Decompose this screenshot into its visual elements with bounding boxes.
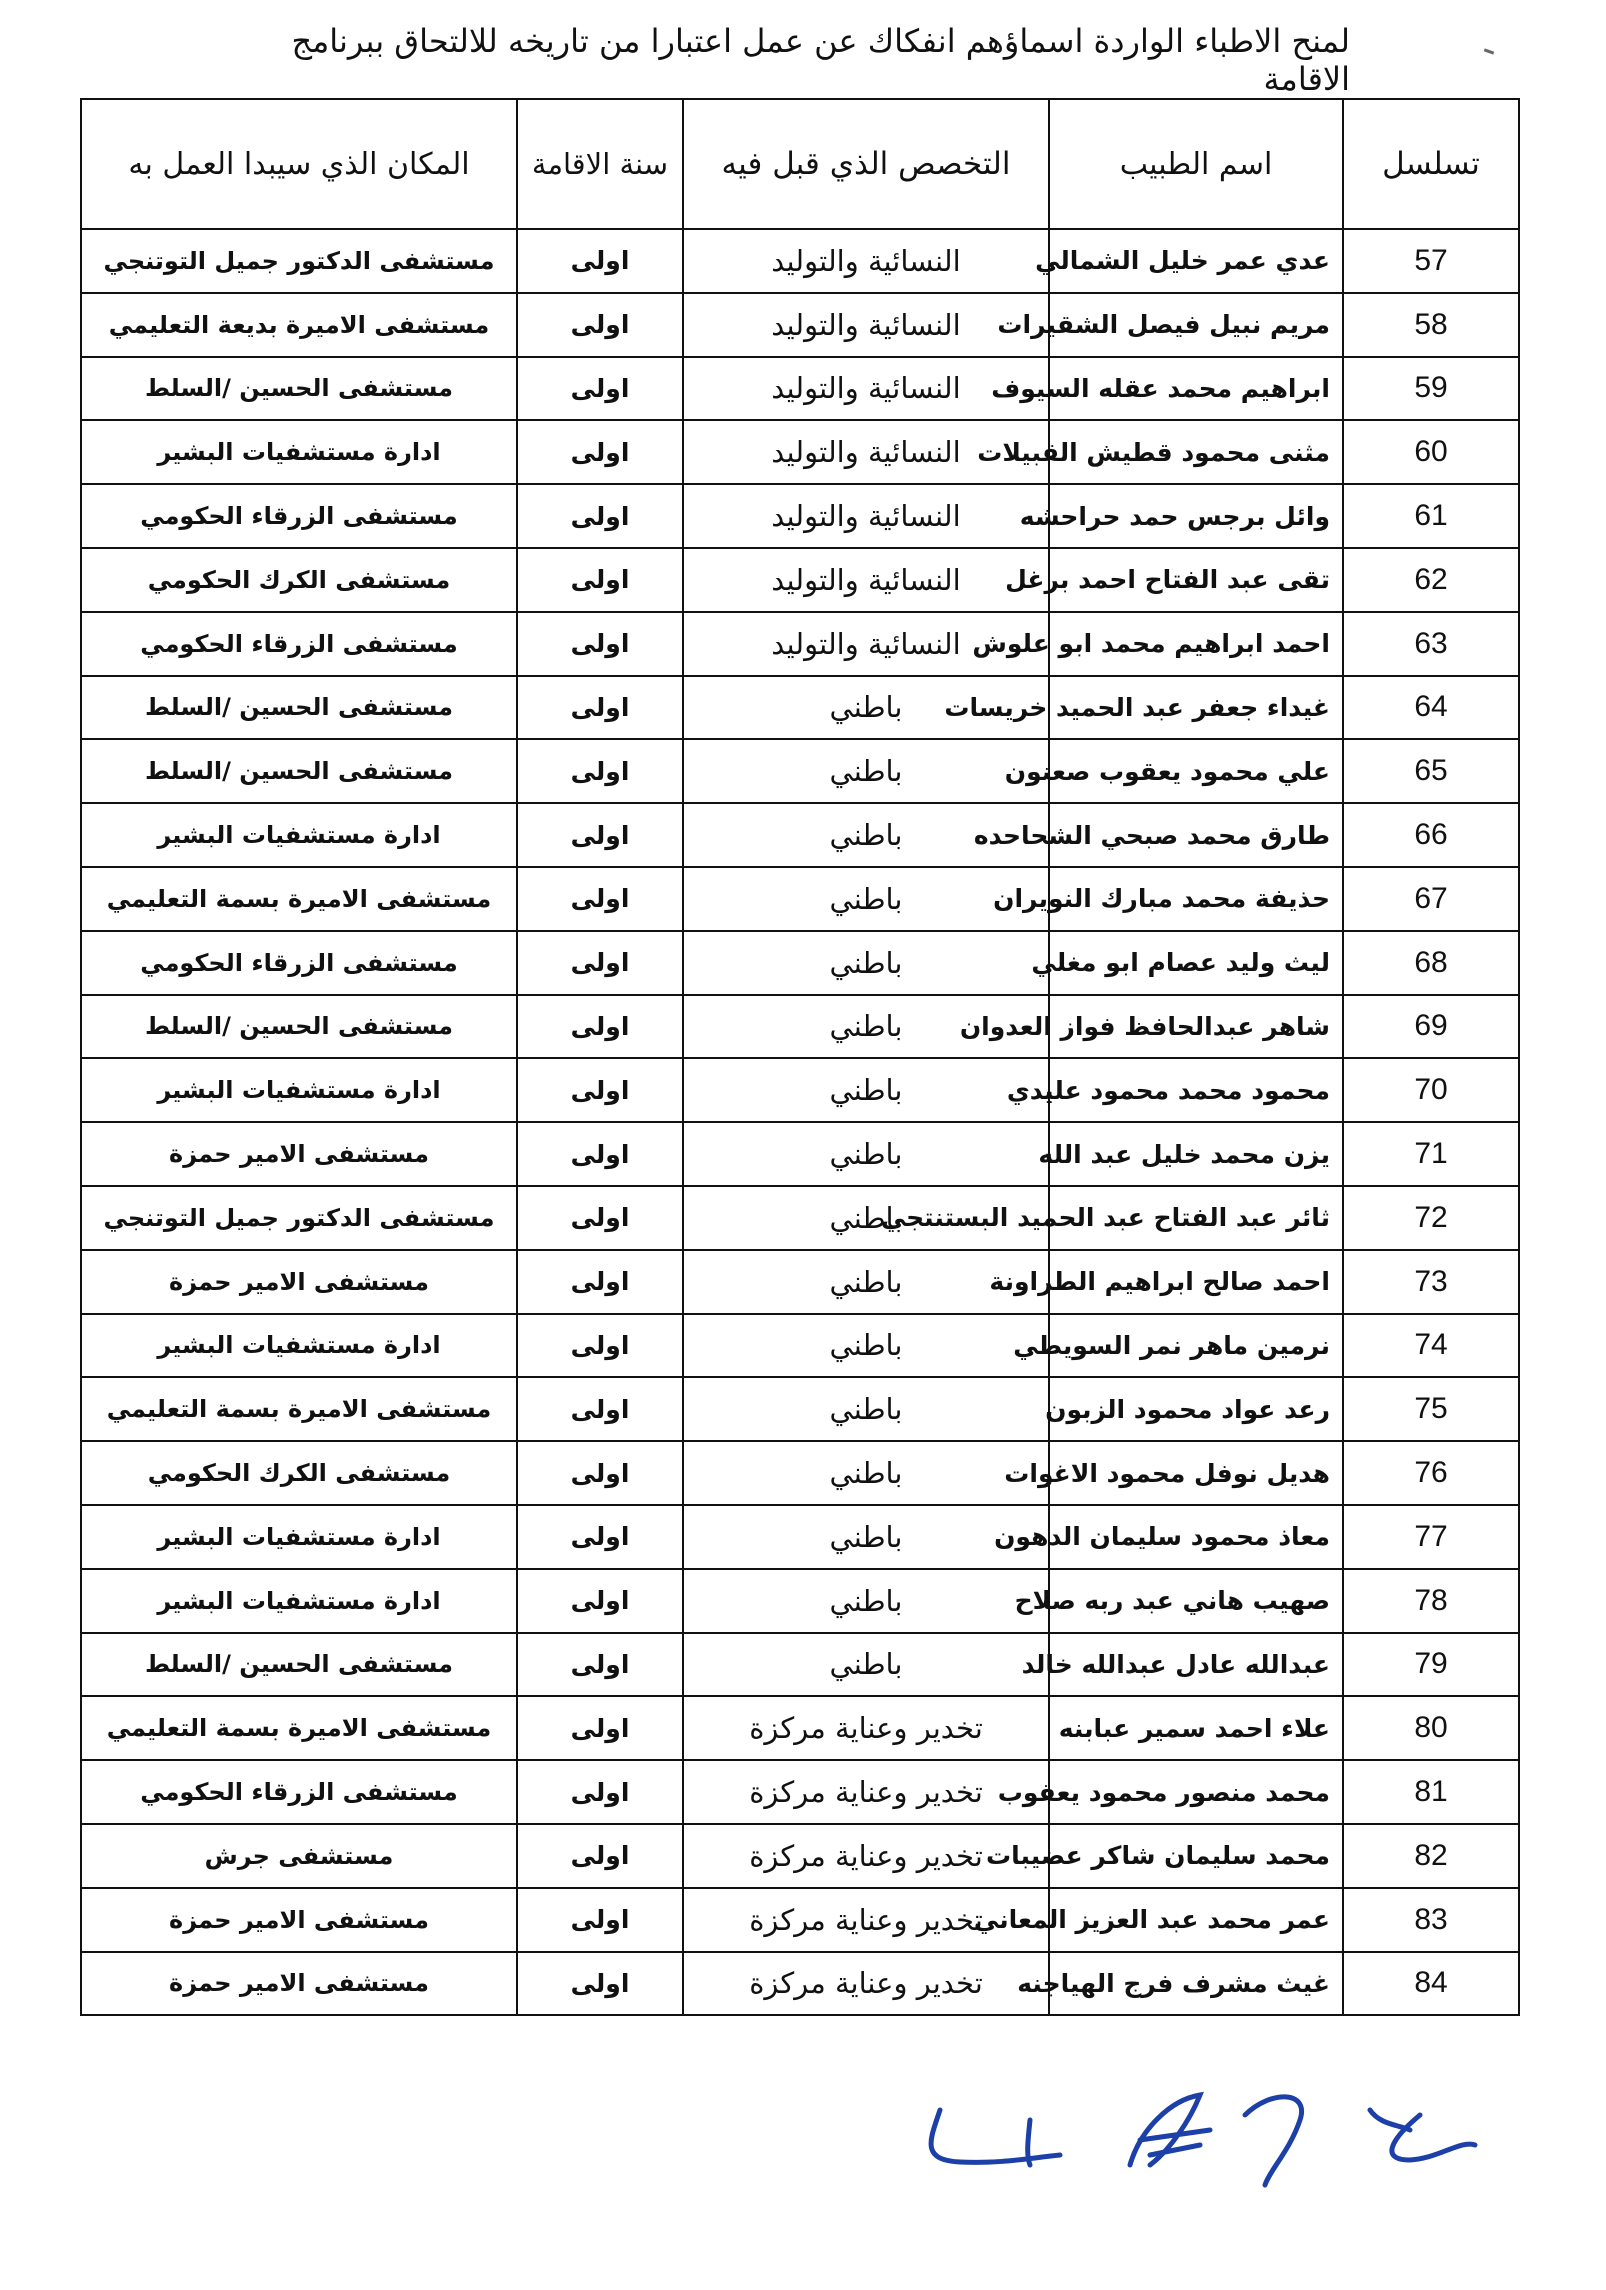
header-place: المكان الذي سيبدا العمل به [81,99,517,229]
row-place: مستشفى الحسين /السلط [81,357,517,421]
row-specialty: النسائية والتوليد [683,484,1049,548]
row-name: غيث مشرف فرج الهياجنه [1049,1952,1343,2016]
table-row [81,1760,1519,1824]
row-place: مستشفى الامير حمزة [81,1122,517,1186]
table-row [81,1952,1519,2016]
row-seq: 82 [1343,1824,1519,1888]
row-seq: 77 [1343,1505,1519,1569]
row-year: اولى [517,1377,683,1441]
row-name: تقى عبد الفتاح احمد برغل [1049,548,1343,612]
row-name: ليث وليد عصام ابو مغلي [1049,931,1343,995]
scan-mark [1484,48,1494,54]
row-name: وائل برجس حمد حراحشه [1049,484,1343,548]
row-seq: 75 [1343,1377,1519,1441]
row-year: اولى [517,995,683,1059]
row-name: احمد ابراهيم محمد ابو علوش [1049,612,1343,676]
row-year: اولى [517,484,683,548]
row-specialty: تخدير وعناية مركزة [683,1824,1049,1888]
row-name: عمر محمد عبد العزيز المعاني [1049,1888,1343,1952]
row-place: ادارة مستشفيات البشير [81,1314,517,1378]
row-place: مستشفى الدكتور جميل التوتنجي [81,229,517,293]
row-seq: 68 [1343,931,1519,995]
table-row [81,1633,1519,1697]
row-specialty: تخدير وعناية مركزة [683,1760,1049,1824]
row-specialty: باطني [683,1058,1049,1122]
row-specialty: النسائية والتوليد [683,357,1049,421]
row-specialty: باطني [683,1633,1049,1697]
row-name: ابراهيم محمد عقله السيوف [1049,357,1343,421]
row-seq: 62 [1343,548,1519,612]
row-year: اولى [517,229,683,293]
row-seq: 74 [1343,1314,1519,1378]
row-specialty: النسائية والتوليد [683,420,1049,484]
table-row [81,1058,1519,1122]
row-specialty: باطني [683,1505,1049,1569]
row-name: احمد صالح ابراهيم الطراونة [1049,1250,1343,1314]
row-year: اولى [517,1122,683,1186]
row-year: اولى [517,548,683,612]
row-name: عبدالله عادل عبدالله خالد [1049,1633,1343,1697]
table-body [81,229,1519,2015]
row-year: اولى [517,1058,683,1122]
row-place: مستشفى الحسين /السلط [81,1633,517,1697]
row-specialty: النسائية والتوليد [683,229,1049,293]
row-specialty: باطني [683,1186,1049,1250]
row-year: اولى [517,420,683,484]
table-row [81,1505,1519,1569]
row-seq: 84 [1343,1952,1519,2016]
row-name: رعد عواد محمود الزبون [1049,1377,1343,1441]
row-year: اولى [517,803,683,867]
signature-4 [1370,2110,1475,2160]
table-row [81,484,1519,548]
row-place: مستشفى الامير حمزة [81,1250,517,1314]
row-place: مستشفى الحسين /السلط [81,739,517,803]
table-row [81,420,1519,484]
signature-marks [900,2070,1500,2190]
row-name: غيداء جعفر عبد الحميد خريسات [1049,676,1343,740]
row-name: طارق محمد صبحي الشحاحده [1049,803,1343,867]
table-row [81,867,1519,931]
row-name: هديل نوفل محمود الاغوات [1049,1441,1343,1505]
row-place: مستشفى الكرك الحكومي [81,548,517,612]
table-row [81,1314,1519,1378]
row-name: مثنى محمود قطيش القبيلات [1049,420,1343,484]
row-year: اولى [517,1824,683,1888]
row-name: علي محمود يعقوب صعنون [1049,739,1343,803]
table-row [81,1377,1519,1441]
row-seq: 69 [1343,995,1519,1059]
row-specialty: النسائية والتوليد [683,612,1049,676]
row-specialty: باطني [683,1377,1049,1441]
row-place: مستشفى الامير حمزة [81,1888,517,1952]
row-seq: 60 [1343,420,1519,484]
row-year: اولى [517,1633,683,1697]
table-row [81,1122,1519,1186]
signature-2 [1130,2095,1210,2165]
table-row [81,995,1519,1059]
table-row [81,1186,1519,1250]
row-year: اولى [517,612,683,676]
row-specialty: باطني [683,995,1049,1059]
row-specialty: النسائية والتوليد [683,548,1049,612]
row-specialty: باطني [683,931,1049,995]
header-specialty: التخصص الذي قبل فيه [683,99,1049,229]
row-year: اولى [517,1952,683,2016]
row-name: محمد سليمان شاكر عضيبات [1049,1824,1343,1888]
row-specialty: باطني [683,739,1049,803]
row-name: يزن محمد خليل عبد الله [1049,1122,1343,1186]
row-place: مستشفى الحسين /السلط [81,676,517,740]
row-year: اولى [517,1186,683,1250]
row-seq: 72 [1343,1186,1519,1250]
page-title: لمنح الاطباء الواردة اسماؤهم انفكاك عن عمل اعتبارا من تاريخه للالتحاق ببرنامج الاقامة [291,22,1350,98]
row-name: عدي عمر خليل الشمالي [1049,229,1343,293]
row-year: اولى [517,1696,683,1760]
header-name: اسم الطبيب [1049,99,1343,229]
row-seq: 64 [1343,676,1519,740]
row-name: محمد منصور محمود يعقوب [1049,1760,1343,1824]
row-place: ادارة مستشفيات البشير [81,1505,517,1569]
table-row [81,357,1519,421]
row-seq: 67 [1343,867,1519,931]
row-seq: 79 [1343,1633,1519,1697]
row-name: مريم نبيل فيصل الشقيرات [1049,293,1343,357]
table-header-row [81,99,1519,229]
row-specialty: تخدير وعناية مركزة [683,1888,1049,1952]
row-year: اولى [517,1505,683,1569]
row-year: اولى [517,293,683,357]
row-year: اولى [517,357,683,421]
row-seq: 66 [1343,803,1519,867]
row-year: اولى [517,1441,683,1505]
row-name: نرمين ماهر نمر السويطي [1049,1314,1343,1378]
row-year: اولى [517,931,683,995]
row-specialty: باطني [683,1569,1049,1633]
row-name: صهيب هاني عبد ربه صلاح [1049,1569,1343,1633]
row-specialty: باطني [683,1250,1049,1314]
row-place: مستشفى الزرقاء الحكومي [81,931,517,995]
row-place: مستشفى جرش [81,1824,517,1888]
table-row [81,293,1519,357]
row-place: مستشفى الاميرة بديعة التعليمي [81,293,517,357]
row-place: مستشفى الزرقاء الحكومي [81,612,517,676]
table-row [81,229,1519,293]
table-row [81,931,1519,995]
row-name: شاهر عبدالحافظ فواز العدوان [1049,995,1343,1059]
table-row [81,1888,1519,1952]
row-specialty: النسائية والتوليد [683,293,1049,357]
row-place: مستشفى الحسين /السلط [81,995,517,1059]
row-specialty: باطني [683,1314,1049,1378]
table-row [81,548,1519,612]
row-seq: 76 [1343,1441,1519,1505]
row-year: اولى [517,1760,683,1824]
row-place: مستشفى الاميرة بسمة التعليمي [81,1696,517,1760]
row-place: مستشفى الاميرة بسمة التعليمي [81,867,517,931]
row-year: اولى [517,1250,683,1314]
row-year: اولى [517,867,683,931]
row-name: محمود محمد محمود عليدي [1049,1058,1343,1122]
row-seq: 73 [1343,1250,1519,1314]
row-seq: 80 [1343,1696,1519,1760]
row-year: اولى [517,1569,683,1633]
row-specialty: تخدير وعناية مركزة [683,1696,1049,1760]
row-specialty: باطني [683,1122,1049,1186]
row-place: ادارة مستشفيات البشير [81,1569,517,1633]
table-row [81,676,1519,740]
row-year: اولى [517,1888,683,1952]
row-specialty: باطني [683,867,1049,931]
row-specialty: باطني [683,1441,1049,1505]
table-row [81,1250,1519,1314]
row-seq: 58 [1343,293,1519,357]
row-seq: 71 [1343,1122,1519,1186]
row-place: مستشفى الكرك الحكومي [81,1441,517,1505]
row-place: مستشفى الاميرة بسمة التعليمي [81,1377,517,1441]
signatures [900,2070,1500,2190]
table-row [81,1441,1519,1505]
signature-3 [1245,2097,1302,2185]
row-specialty: باطني [683,676,1049,740]
row-place: مستشفى الزرقاء الحكومي [81,484,517,548]
header-seq: تسلسل [1343,99,1519,229]
table-row [81,803,1519,867]
row-place: مستشفى الزرقاء الحكومي [81,1760,517,1824]
row-seq: 63 [1343,612,1519,676]
row-seq: 65 [1343,739,1519,803]
row-seq: 81 [1343,1760,1519,1824]
table-row [81,1824,1519,1888]
signature-1 [931,2110,1060,2165]
row-place: ادارة مستشفيات البشير [81,803,517,867]
table-row [81,612,1519,676]
row-year: اولى [517,739,683,803]
row-specialty: تخدير وعناية مركزة [683,1952,1049,2016]
row-name: حذيفة محمد مبارك النويران [1049,867,1343,931]
row-seq: 59 [1343,357,1519,421]
row-name: ثائر عبد الفتاح عبد الحميد البستنتجي [1049,1186,1343,1250]
row-seq: 70 [1343,1058,1519,1122]
doctors-table [80,98,1520,2016]
row-seq: 78 [1343,1569,1519,1633]
row-seq: 57 [1343,229,1519,293]
header-year: سنة الاقامة [517,99,683,229]
row-seq: 83 [1343,1888,1519,1952]
table-row [81,1696,1519,1760]
row-year: اولى [517,1314,683,1378]
table-row [81,1569,1519,1633]
row-name: معاذ محمود سليمان الدهون [1049,1505,1343,1569]
row-year: اولى [517,676,683,740]
row-seq: 61 [1343,484,1519,548]
row-place: مستشفى الدكتور جميل التوتنجي [81,1186,517,1250]
table-row [81,739,1519,803]
row-name: علاء احمد سمير عبابنه [1049,1696,1343,1760]
row-place: مستشفى الامير حمزة [81,1952,517,2016]
row-place: ادارة مستشفيات البشير [81,420,517,484]
row-specialty: باطني [683,803,1049,867]
row-place: ادارة مستشفيات البشير [81,1058,517,1122]
